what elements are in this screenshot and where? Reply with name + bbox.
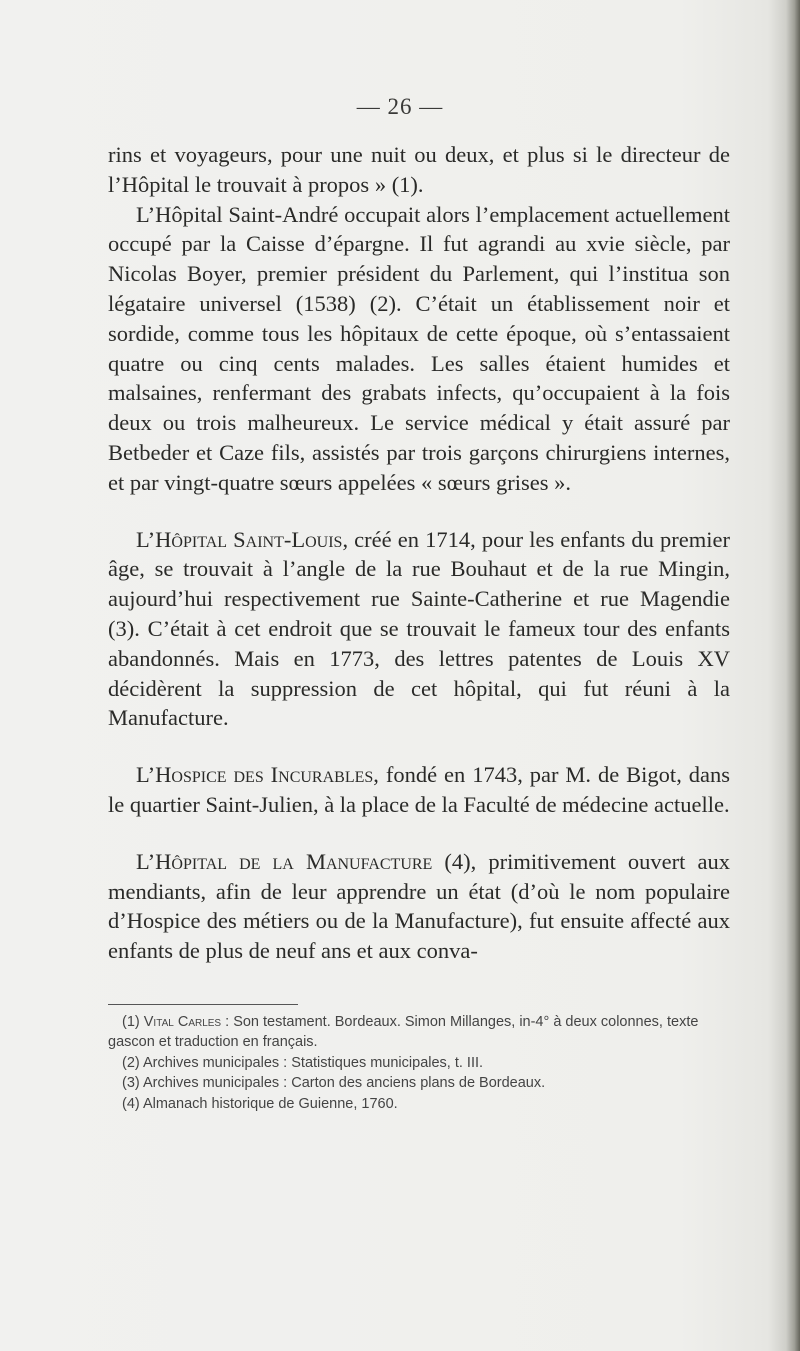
paragraph-3: L’Hôpital Saint-Louis, créé en 1714, pour les enfants du premier âge, se trouvait à l’angle de la rue Bouhaut et de la rue Mingin, aujourd’hui respectivement rue Sainte-Catherine et rue Magendie (3). C’était à cet endroit que se trouvait le fameux tour des enfants abandonnés. Mais en 1773, des lettres patentes de Louis XV décidèrent la suppression de cet hôpital, qui fut réuni à la Manufacture. (108, 526, 730, 731)
page-number: — 26 — (356, 94, 444, 119)
footnote-rule (108, 1004, 298, 1005)
footnote-4: (4) Almanach historique de Guienne, 1760. (122, 1095, 398, 1112)
footnotes (108, 1012, 730, 1114)
paragraph-4: L’Hospice des Incurables, fondé en 1743, par M. de Bigot, dans le quartier Saint-Julien, à la place de la Faculté de médecine actuelle. (108, 762, 730, 817)
footnote-3: (3) Archives municipales : Carton des anciens plans de Bordeaux. (122, 1075, 546, 1092)
paragraph-2: L’Hôpital Saint-André occupait alors l’emplacement actuellement occupé par la Caisse d’épargne. Il fut agrandi au xvie siècle, par Nicolas Boyer, premier président du Parlement, qui l’institua son légataire universel (1538) (2). C’était un établissement noir et sordide, comme tous les hôpitaux de cette époque, où s’entassaient quatre ou cinq cents malades. Les salles étaient humides et malsaines, renfermant des grabats infects, qu’occupaient à la fois deux ou trois malheureux. Le service médical y était assuré par Betbeder et Caze fils, assistés par trois garçons chirurgiens internes, et par vingt-quatre sœurs appelées « sœurs grises ». (108, 201, 730, 495)
heading-hopital-saint-louis: L’Hôpital Saint-Louis (136, 526, 343, 552)
body-text (108, 140, 730, 966)
paragraph-1: rins et voyageurs, pour une nuit ou deux, et plus si le directeur de l’Hôpital le trouvait à propos » (1). (108, 142, 730, 197)
page-edge-shadow (786, 0, 800, 1351)
heading-hospice-incurables: L’Hospice des Incurables (136, 762, 374, 788)
paragraph-5: L’Hôpital de la Manufacture (4), primitivement ouvert aux mendiants, afin de leur apprendre un état (d’où le nom populaire d’Hospice des métiers ou de la Manufacture), fut ensuite affecté aux enfants de plus de neuf ans et aux conva- (108, 848, 730, 964)
footnote-1: (1) Vital Carles : Son testament. Bordeaux. Simon Millanges, in-4° à deux colonnes, texte gascon et traduction en français. (108, 1014, 699, 1051)
footnote-2: (2) Archives municipales : Statistiques municipales, t. III. (122, 1054, 484, 1071)
heading-hopital-manufacture: L’Hôpital de la Manufacture (136, 848, 433, 874)
